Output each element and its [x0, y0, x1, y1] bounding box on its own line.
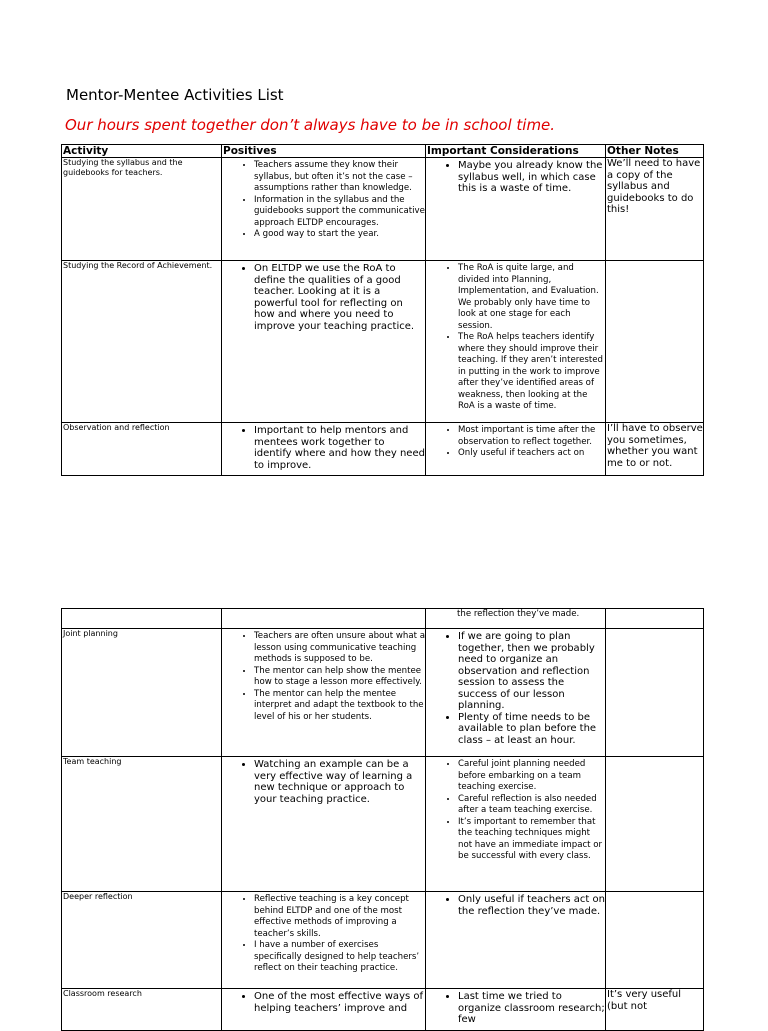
considerations-cell [426, 423, 606, 476]
notes-cell [606, 261, 704, 423]
list-item: • If we are going to plan together, then we probably need to organize an observation and reflection session to assess the success of our lesson planning. [458, 631, 605, 712]
table-row [62, 261, 704, 423]
list-item: • A good way to start the year. [254, 229, 425, 241]
notes-cell: We’ll need to have a copy of the syllabus and guidebooks to do this! [606, 158, 704, 261]
continuation-row [62, 609, 704, 629]
positives-cell [222, 158, 426, 261]
list-item: • Last time we tried to organize classroom research; few [458, 991, 605, 1026]
activity-cell [62, 609, 222, 629]
notes-cell [606, 609, 704, 629]
list-item: • I have a number of exercises specifically designed to help teachers’ reflect on their teaching practice. [254, 940, 425, 975]
list-item: • Careful reflection is also needed after a team teaching exercise. [458, 794, 605, 817]
positives-cell [222, 757, 426, 892]
positives-cell [222, 423, 426, 476]
activity-cell: Observation and reflection [62, 423, 222, 476]
activities-table-page2 [61, 608, 704, 1031]
activity-cell: Classroom research [62, 989, 222, 1031]
considerations-cell [426, 609, 606, 629]
considerations-cell [426, 261, 606, 423]
header-activity: Activity [62, 145, 222, 158]
list-item: • The mentor can help show the mentee how to stage a lesson more effectively. [254, 666, 425, 689]
table-row [62, 757, 704, 892]
list-item: • Teachers assume they know their syllabus, but often it’s not the case – assumptions rather than knowledge. [254, 160, 425, 195]
notes-cell: I’ll have to observe you sometimes, whether you want me to or not. [606, 423, 704, 476]
list-item: • It’s important to remember that the teaching techniques might not have an immediate impact or be successful with every class. [458, 817, 605, 863]
header-notes: Other Notes [606, 145, 704, 158]
considerations-cell [426, 629, 606, 757]
list-item: • Watching an example can be a very effective way of learning a new technique or approach to your teaching practice. [254, 759, 425, 805]
activity-cell: Joint planning [62, 629, 222, 757]
positives-cell [222, 629, 426, 757]
list-item: • Only useful if teachers act on [458, 448, 605, 460]
table-header-row [62, 145, 704, 158]
activities-table-page1 [61, 144, 704, 476]
activity-cell: Deeper reflection [62, 892, 222, 989]
table-row [62, 158, 704, 261]
notes-cell [606, 757, 704, 892]
list-item: • Maybe you already know the syllabus well, in which case this is a waste of time. [458, 160, 605, 195]
list-item: • One of the most effective ways of helping teachers’ improve and [254, 991, 425, 1014]
header-considerations: Important Considerations [426, 145, 606, 158]
table-row [62, 629, 704, 757]
notes-cell [606, 892, 704, 989]
considerations-cell [426, 158, 606, 261]
activity-cell: Studying the syllabus and the guidebooks for teachers. [62, 158, 222, 261]
list-item: • The mentor can help the mentee interpret and adapt the textbook to the level of his or her students. [254, 689, 425, 724]
notes-cell [606, 629, 704, 757]
notes-cell: It’s very useful (but not [606, 989, 704, 1031]
activity-cell: Team teaching [62, 757, 222, 892]
positives-cell [222, 261, 426, 423]
list-item: • Only useful if teachers act on the reflection they’ve made. [458, 894, 605, 917]
list-item: • Most important is time after the observation to reflect together. [458, 425, 605, 448]
list-item: • The RoA helps teachers identify where they should improve their teaching. If they aren’t interested in putting in the work to improve after they’ve identified areas of weakness, then looking at the RoA is a waste of time. [458, 332, 605, 413]
considerations-cell [426, 757, 606, 892]
continued-text: the reflection they’ve made. [457, 609, 580, 619]
document-title: Mentor-Mentee Activities List [66, 86, 284, 104]
list-item: • Teachers are often unsure about what a lesson using communicative teaching methods is supposed to be. [254, 631, 425, 666]
list-item: • Reflective teaching is a key concept behind ELTDP and one of the most effective methods of improving a teacher’s skills. [254, 894, 425, 940]
activity-cell: Studying the Record of Achievement. [62, 261, 222, 423]
list-item: • Important to help mentors and mentees work together to identify where and how they need to improve. [254, 425, 425, 471]
positives-cell [222, 892, 426, 989]
list-item: • On ELTDP we use the RoA to define the qualities of a good teacher. Looking at it is a powerful tool for reflecting on how and where you need to improve your teaching practice. [254, 263, 425, 332]
table-row [62, 423, 704, 476]
table-row [62, 892, 704, 989]
document-subtitle: Our hours spent together don’t always have to be in school time. [65, 116, 556, 134]
list-item: • The RoA is quite large, and divided into Planning, Implementation, and Evaluation. We probably only have time to look at one stage for each session. [458, 263, 605, 332]
list-item: • Information in the syllabus and the guidebooks support the communicative approach ELTDP encourages. [254, 195, 425, 230]
header-positives: Positives [222, 145, 426, 158]
considerations-cell [426, 892, 606, 989]
list-item: • Plenty of time needs to be available to plan before the class – at least an hour. [458, 712, 605, 747]
positives-cell [222, 609, 426, 629]
list-item: • Careful joint planning needed before embarking on a team teaching exercise. [458, 759, 605, 794]
